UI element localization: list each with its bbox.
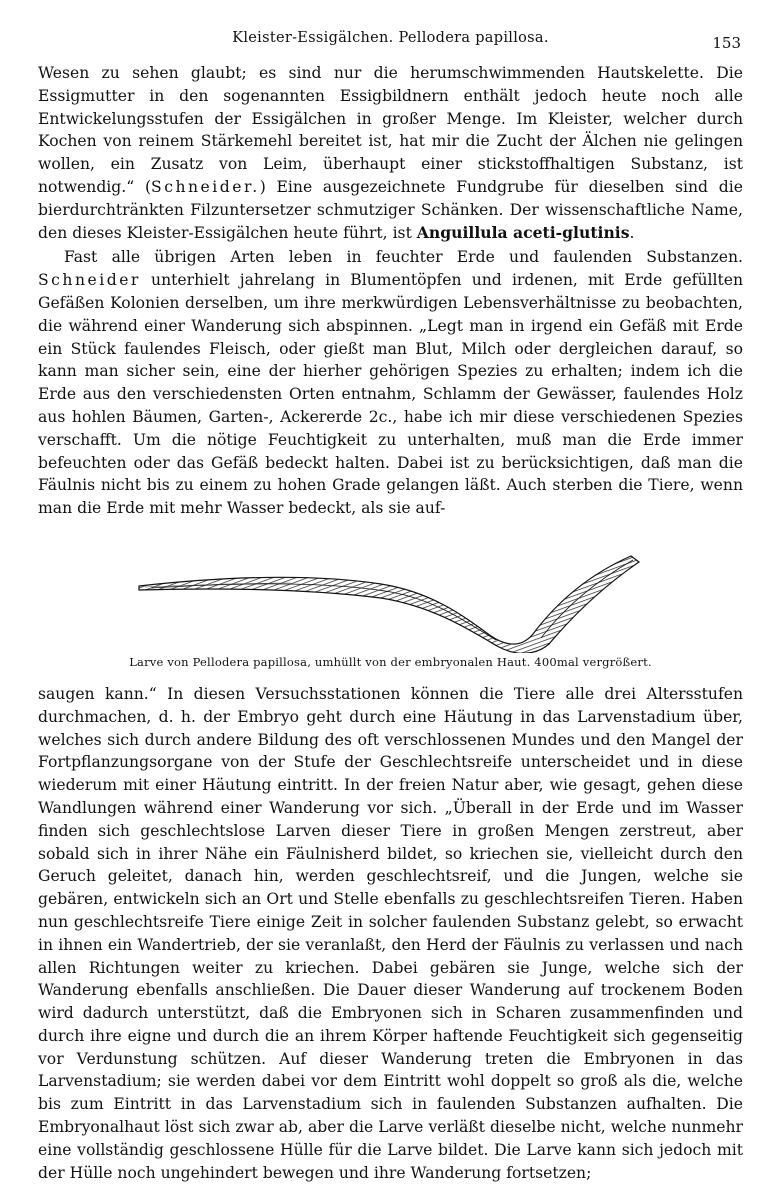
species-name: Anguillula aceti-glutinis — [416, 222, 630, 242]
paragraph-2-text-a: Fast alle übrigen Arten leben in feuchter Erde und faulenden Substanzen. — [64, 248, 743, 267]
page-number: 153 — [712, 34, 741, 52]
paragraph-1 — [38, 62, 743, 244]
page-header — [38, 28, 743, 54]
paragraph-2 — [38, 246, 743, 520]
paragraph-2-continued: saugen kann.“ In diesen Versuchsstationen können die Tiere alle drei Altersstufen durchmachen, d. h. der Embryo geht durch eine Häutung in das Larvenstadium über, welches sich durch andere Bildung des oft verschlossenen Mundes und den Mangel der Fortpflanzungsorgane von der Stufe der Geschlechtsreife unterscheidet und in diese wiederum mit einer Häutung eintritt. In der freien Natur aber, wie gesagt, gehen diese Wandlungen während einer Wanderung vor sich. „Überall in der Erde und im Wasser finden sich geschlechtslose Larven dieser Tiere in großen Mengen zerstreut, aber sobald sich in ihrer Nähe ein Fäulnisherd bildet, so kriechen sie, vielleicht durch den Geruch geleitet, danach hin, werden geschlechtsreif, und die Jungen, welche sie gebären, entwickeln sich an Ort und Stelle ebenfalls zu geschlechtsreifen Tieren. Haben nun geschlechtsreife Tiere einige Zeit in solcher faulenden Substanz gelebt, so erwacht in ihnen ein Wandertrieb, der sie veranlaßt, den Herd der Fäulnis zu verlassen und nach allen Richtungen weiter zu kriechen. Dabei gebären sie Junge, welche sich der Wanderung ebenfalls anschließen. Die Dauer dieser Wanderung auf trockenem Boden wird dadurch unterstützt, daß die Embryonen sich in Scharen zusammenfinden und durch ihre eigne und durch die an ihrem Körper haftende Feuchtigkeit sich gegenseitig vor Verdunstung schützen. Auf dieser Wanderung treten die Embryonen in das Larvenstadium; sie werden dabei vor dem Eintritt wohl doppelt so groß als die, welche bis zum Eintritt in das Larvenstadium sich in faulenden Substanzen aufhalten. Die Embryonalhaut löst sich zwar ab, aber die Larve verläßt dieselbe nicht, welche nunmehr eine vollständig geschlossene Hülle für die Larve bildet. Die Larve kann sich jedoch mit der Hülle noch ungehindert bewegen und ihre Wanderung fortsetzen; — [38, 684, 743, 1182]
nematode-larva-illustration — [131, 548, 651, 653]
paragraph-1-text-c: . — [629, 223, 635, 242]
paragraph-2-text-b: unterhielt jahrelang in Blumentöpfen und irdenen, mit Erde gefüllten Gefäßen Kolonien derselben, um ihre merkwürdigen Lebensverhältnisse zu beobachten, die während einer Wanderung sich abspinnen. „Legt man in irgend ein Gefäß mit Erde ein Stück faulendes Fleisch, oder gießt man Blut, Milch oder dergleichen darauf, so kann man sicher sein, eine der hierher gehörigen Spezies zu erhalten; indem ich die Erde aus den verschiedensten Orten entnahm, Schlamm der Gewässer, faulendes Holz aus hohlen Bäumen, Garten-, Ackererde 2c., habe ich mir diese verschiedenen Spezies verschafft. Um die nötige Feuchtigkeit zu unterhalten, muß man die Erde immer befeuchten oder das Gefäß bedeckt halten. Dabei ist zu berücksichtigen, daß man die Fäulnis nicht bis zu einem zu hohen Grade gelangen läßt. Auch sterben die Tiere, wenn man die Erde mit mehr Wasser bedeckt, als sie auf- — [38, 271, 743, 518]
author-name: Schneider. — [151, 177, 260, 196]
paragraph-1-text-a: Wesen zu sehen glaubt; es sind nur die herumschwimmenden Hautskelette. Die Essigmutter in den sogenannten Essigbildnern enthält jedoch heute noch alle Entwickelungsstufen der Essigälchen in großer Menge. Im Kleister, welcher durch Kochen von reinem Stärkemehl bereitet ist, hat mir die Zucht der Älchen nie gelingen wollen, ein Zusatz von Leim, überhaupt einer stickstoffhaltigen Substanz, ist notwendig.“ ( — [38, 64, 743, 196]
figure — [38, 548, 743, 669]
paragraph-1-text-b: ) Eine ausgezeichnete Fundgrube für dieselben sind die bierdurchtränkten Filzuntersetzer schmutziger Schänken. Der wissenschaftliche Name, den dieses Kleister-Essigälchen heute führt, ist — [38, 177, 743, 242]
running-head: Kleister-Essigälchen. Pellodera papillosa. — [232, 30, 549, 46]
author-name: Schneider — [38, 271, 141, 290]
figure-caption: Larve von Pellodera papillosa, umhüllt von der embryonalen Haut. 400mal vergrößert. — [129, 654, 652, 669]
